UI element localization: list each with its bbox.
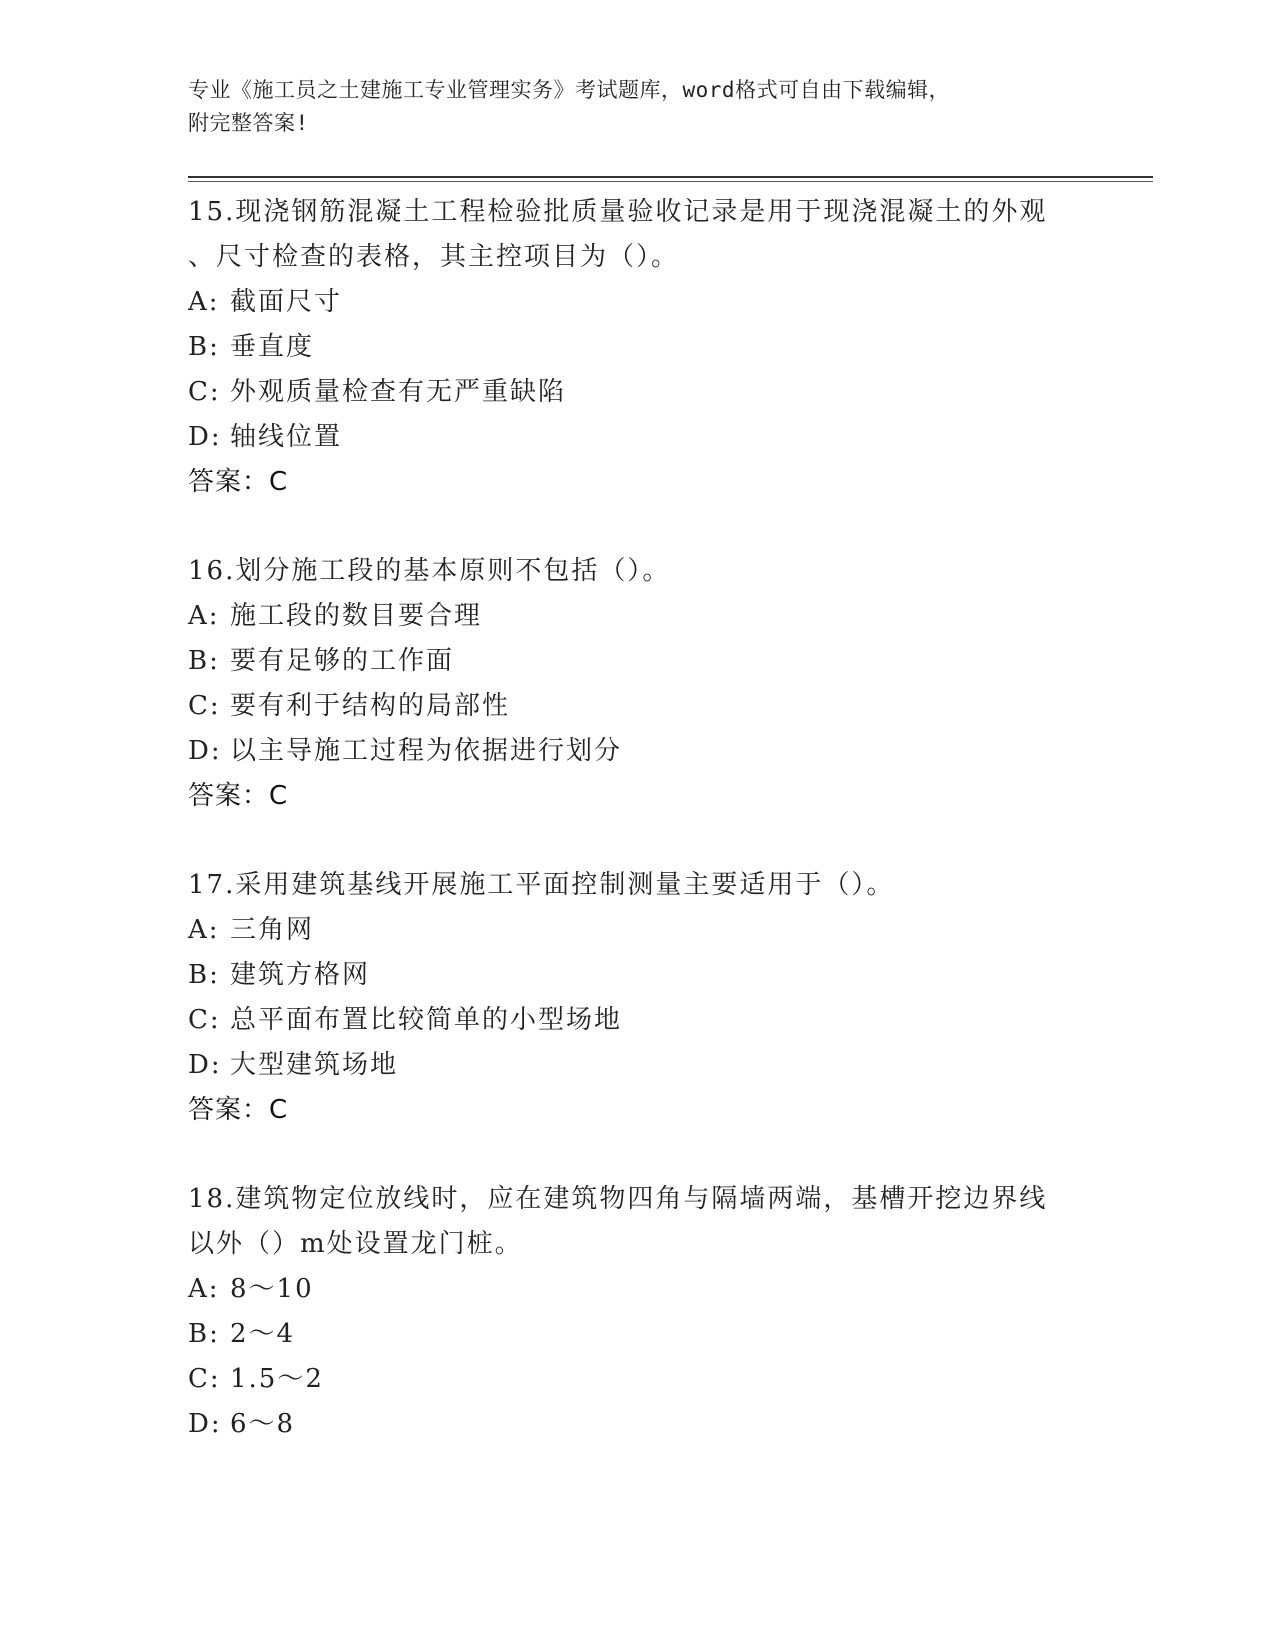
option-letter: B: xyxy=(188,960,220,990)
option-letter: D: xyxy=(188,736,222,766)
option-letter: B: xyxy=(188,1319,220,1349)
option-b xyxy=(188,325,1088,370)
option-a xyxy=(188,908,1088,953)
option-letter: C: xyxy=(188,691,221,721)
header-divider-thick xyxy=(188,176,1153,178)
option-letter: D: xyxy=(188,1409,222,1439)
option-text: 截面尺寸 xyxy=(230,287,343,317)
option-letter: B: xyxy=(188,646,220,676)
option-a xyxy=(188,280,1088,325)
option-text: 施工段的数目要合理 xyxy=(230,601,483,631)
question-15 xyxy=(188,190,1088,505)
answer: 答案：C xyxy=(188,781,289,811)
option-text: 垂直度 xyxy=(230,332,315,362)
option-a xyxy=(188,594,1088,639)
option-text: 2～4 xyxy=(230,1319,296,1349)
header-divider-thin xyxy=(188,181,1153,182)
option-text: 外观质量检查有无严重缺陷 xyxy=(230,377,567,407)
option-letter: C: xyxy=(188,1005,221,1035)
option-d xyxy=(188,1043,1088,1088)
question-stem-line-1: 16.划分施工段的基本原则不包括（）。 xyxy=(188,556,671,586)
option-b xyxy=(188,1312,1088,1357)
option-text: 建筑方格网 xyxy=(230,960,371,990)
option-c xyxy=(188,684,1088,729)
option-letter: D: xyxy=(188,422,222,452)
option-text: 轴线位置 xyxy=(230,422,343,452)
header-line-2: 附完整答案! xyxy=(188,111,309,135)
question-stem-line-1: 15.现浇钢筋混凝土工程检验批质量验收记录是用于现浇混凝土的外观 xyxy=(188,197,1048,227)
option-c xyxy=(188,998,1088,1043)
question-16 xyxy=(188,549,1088,819)
option-d xyxy=(188,729,1088,774)
option-text: 要有利于结构的局部性 xyxy=(230,691,511,721)
option-letter: A: xyxy=(188,1274,220,1304)
option-letter: C: xyxy=(188,377,221,407)
header-line-1: 专业《施工员之土建施工专业管理实务》考试题库，word格式可自由下载编辑， xyxy=(188,78,951,102)
option-text: 大型建筑场地 xyxy=(230,1050,399,1080)
option-letter: D: xyxy=(188,1050,222,1080)
question-18 xyxy=(188,1177,1088,1447)
option-d xyxy=(188,1402,1088,1447)
question-stem-line-2: 以外（）m处设置龙门桩。 xyxy=(188,1229,523,1259)
option-a xyxy=(188,1267,1088,1312)
question-stem-line-1: 17.采用建筑基线开展施工平面控制测量主要适用于（）。 xyxy=(188,870,895,900)
question-stem-line-2: 、尺寸检查的表格，其主控项目为（）。 xyxy=(188,242,680,272)
question-list xyxy=(188,190,1088,1491)
option-text: 三角网 xyxy=(230,915,315,945)
option-letter: A: xyxy=(188,601,220,631)
answer: 答案：C xyxy=(188,1095,289,1125)
option-c xyxy=(188,1357,1088,1402)
option-b xyxy=(188,639,1088,684)
option-d xyxy=(188,415,1088,460)
question-stem-line-1: 18.建筑物定位放线时，应在建筑物四角与隔墙两端，基槽开挖边界线 xyxy=(188,1184,1048,1214)
option-text: 8～10 xyxy=(230,1274,314,1304)
option-letter: B: xyxy=(188,332,220,362)
option-text: 要有足够的工作面 xyxy=(230,646,455,676)
option-text: 总平面布置比较简单的小型场地 xyxy=(230,1005,623,1035)
option-c xyxy=(188,370,1088,415)
option-b xyxy=(188,953,1088,998)
option-text: 以主导施工过程为依据进行划分 xyxy=(230,736,623,766)
option-letter: A: xyxy=(188,287,220,317)
option-letter: A: xyxy=(188,915,220,945)
option-text: 6～8 xyxy=(230,1409,296,1439)
document-header xyxy=(188,74,1068,140)
option-letter: C: xyxy=(188,1364,221,1394)
question-17 xyxy=(188,863,1088,1133)
option-text: 1.5～2 xyxy=(230,1364,324,1394)
answer: 答案：C xyxy=(188,467,289,497)
